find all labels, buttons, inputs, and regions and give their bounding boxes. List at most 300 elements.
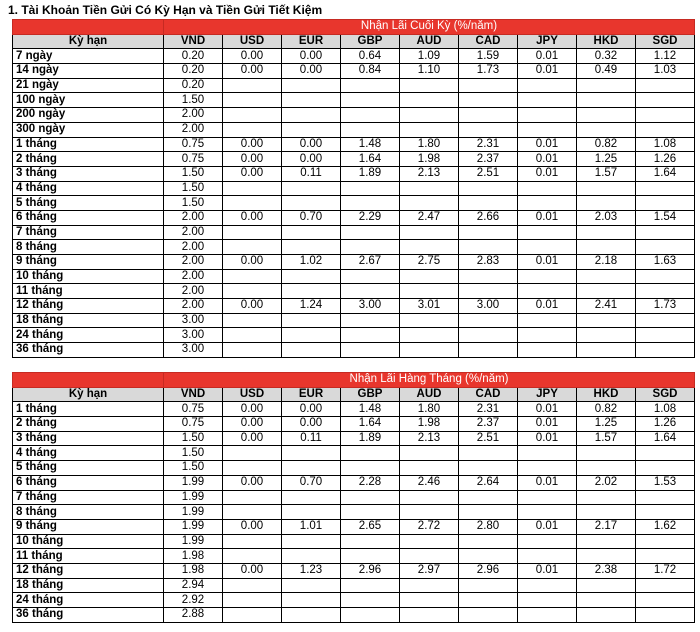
rate-cell: 0.70 — [282, 210, 341, 225]
rate-cell — [400, 93, 459, 108]
rate-cell: 2.94 — [164, 578, 223, 593]
rate-cell: 1.50 — [164, 93, 223, 108]
rate-cell — [341, 549, 400, 564]
table-row — [13, 593, 695, 608]
rate-cell: 1.24 — [282, 299, 341, 314]
table-row — [13, 49, 695, 64]
table-row — [13, 343, 695, 358]
rate-cell — [282, 93, 341, 108]
table-row — [13, 181, 695, 196]
rate-cell: 1.73 — [459, 64, 518, 79]
rate-cell — [223, 534, 282, 549]
table-row — [13, 490, 695, 505]
rate-cell — [577, 343, 636, 358]
term-cell: 9 tháng — [13, 255, 164, 270]
rate-cell — [577, 608, 636, 623]
rate-cell — [341, 93, 400, 108]
rate-cell: 0.00 — [223, 475, 282, 490]
rate-cell: 1.26 — [636, 152, 695, 167]
rate-cell — [636, 578, 695, 593]
rate-cell — [577, 284, 636, 299]
rate-cell: 1.10 — [400, 64, 459, 79]
rate-cell: 2.18 — [577, 255, 636, 270]
rate-cell — [400, 181, 459, 196]
rate-cell: 0.00 — [223, 255, 282, 270]
rate-cell — [636, 122, 695, 137]
rate-cell: 0.75 — [164, 152, 223, 167]
rate-cell — [459, 78, 518, 93]
rate-cell: 1.50 — [164, 181, 223, 196]
table-row — [13, 417, 695, 432]
rate-cell: 1.99 — [164, 475, 223, 490]
rate-cell: 1.09 — [400, 49, 459, 64]
rate-cell: 0.70 — [282, 475, 341, 490]
rate-cell: 0.75 — [164, 137, 223, 152]
rate-cell — [282, 534, 341, 549]
table-row — [13, 225, 695, 240]
rate-cell — [577, 122, 636, 137]
rate-cell — [459, 181, 518, 196]
rate-cell: 1.89 — [341, 166, 400, 181]
table-row — [13, 431, 695, 446]
table-row — [13, 563, 695, 578]
rate-cell: 1.89 — [341, 431, 400, 446]
term-cell: 3 tháng — [13, 431, 164, 446]
rate-cell — [341, 578, 400, 593]
rate-cell: 1.80 — [400, 402, 459, 417]
rate-cell: 0.75 — [164, 417, 223, 432]
rate-cell: 0.20 — [164, 49, 223, 64]
rate-cell — [400, 490, 459, 505]
rate-cell: 2.31 — [459, 137, 518, 152]
rate-cell: 0.01 — [518, 152, 577, 167]
term-cell: 1 tháng — [13, 402, 164, 417]
table-row — [13, 152, 695, 167]
rate-cell — [459, 446, 518, 461]
term-cell: 7 tháng — [13, 490, 164, 505]
rate-cell — [636, 343, 695, 358]
rate-cell — [518, 578, 577, 593]
rate-cell: 0.01 — [518, 417, 577, 432]
table-row — [13, 328, 695, 343]
rate-cell: 1.57 — [577, 166, 636, 181]
table-row — [13, 446, 695, 461]
rate-cell: 0.01 — [518, 563, 577, 578]
term-cell: 10 tháng — [13, 269, 164, 284]
rate-cell — [282, 269, 341, 284]
rate-cell — [223, 122, 282, 137]
term-cell: 9 tháng — [13, 519, 164, 534]
rate-cell — [518, 608, 577, 623]
table-title: Nhận Lãi Hàng Tháng (%/năm) — [164, 373, 695, 388]
rate-cell: 2.02 — [577, 475, 636, 490]
rate-cell — [459, 593, 518, 608]
rate-cell: 0.00 — [223, 210, 282, 225]
rate-cell: 3.00 — [341, 299, 400, 314]
rate-cell — [341, 269, 400, 284]
rate-cell — [459, 93, 518, 108]
term-cell: 14 ngày — [13, 64, 164, 79]
rate-cell — [518, 240, 577, 255]
rate-cell — [518, 343, 577, 358]
rate-cell: 1.50 — [164, 196, 223, 211]
rate-cell: 1.62 — [636, 519, 695, 534]
rate-cell — [223, 578, 282, 593]
rate-cell: 0.01 — [518, 64, 577, 79]
rate-cell: 1.99 — [164, 490, 223, 505]
column-header: AUD — [400, 387, 459, 402]
rate-cell — [223, 284, 282, 299]
rate-cell: 0.01 — [518, 519, 577, 534]
rate-cell — [223, 593, 282, 608]
rate-cell — [223, 313, 282, 328]
rate-cell — [577, 181, 636, 196]
term-cell: 2 tháng — [13, 152, 164, 167]
rate-cell: 1.54 — [636, 210, 695, 225]
rate-cell — [459, 608, 518, 623]
rate-cell: 2.00 — [164, 255, 223, 270]
rate-cell — [636, 505, 695, 520]
rate-cell — [518, 93, 577, 108]
rate-cell — [400, 608, 459, 623]
rate-cell — [518, 534, 577, 549]
rate-cell — [636, 93, 695, 108]
rate-cell: 2.96 — [341, 563, 400, 578]
rate-cell: 0.00 — [282, 402, 341, 417]
rate-cell: 1.99 — [164, 534, 223, 549]
rate-cell — [518, 593, 577, 608]
rate-cell — [282, 240, 341, 255]
rate-cell — [459, 328, 518, 343]
rate-cell — [459, 284, 518, 299]
rates-table-monthly — [12, 372, 695, 623]
rate-cell — [223, 108, 282, 123]
rate-cell — [459, 578, 518, 593]
rate-cell — [282, 225, 341, 240]
rate-cell — [577, 269, 636, 284]
table-row — [13, 108, 695, 123]
rate-cell: 0.00 — [223, 563, 282, 578]
rate-cell: 1.99 — [164, 519, 223, 534]
rate-cell — [459, 122, 518, 137]
rate-cell: 0.00 — [223, 64, 282, 79]
term-cell: 300 ngày — [13, 122, 164, 137]
rate-cell — [518, 313, 577, 328]
table-row — [13, 64, 695, 79]
rate-cell — [459, 108, 518, 123]
rate-cell — [282, 505, 341, 520]
rate-cell — [282, 108, 341, 123]
rate-cell — [518, 284, 577, 299]
rate-cell: 2.64 — [459, 475, 518, 490]
column-header: AUD — [400, 34, 459, 49]
rate-cell — [282, 490, 341, 505]
rate-cell — [577, 78, 636, 93]
rate-cell — [400, 225, 459, 240]
rate-cell — [341, 593, 400, 608]
rate-cell — [282, 78, 341, 93]
rate-cell — [577, 108, 636, 123]
table-row — [13, 299, 695, 314]
rate-cell — [400, 593, 459, 608]
rate-cell — [341, 313, 400, 328]
rate-cell: 0.00 — [223, 49, 282, 64]
rate-cell — [341, 240, 400, 255]
rate-cell — [223, 343, 282, 358]
rate-cell: 2.00 — [164, 240, 223, 255]
rate-cell — [223, 240, 282, 255]
term-cell: 7 ngày — [13, 49, 164, 64]
rate-cell: 2.29 — [341, 210, 400, 225]
rate-cell — [518, 505, 577, 520]
rate-cell: 0.32 — [577, 49, 636, 64]
rate-cell — [518, 78, 577, 93]
rate-cell — [577, 549, 636, 564]
rate-cell: 0.01 — [518, 299, 577, 314]
rate-cell: 1.50 — [164, 431, 223, 446]
rate-cell — [518, 196, 577, 211]
table-title-row — [13, 20, 695, 35]
rate-cell: 0.01 — [518, 49, 577, 64]
rate-cell — [459, 343, 518, 358]
term-cell: 24 tháng — [13, 328, 164, 343]
rate-cell — [282, 446, 341, 461]
rate-cell: 1.98 — [164, 549, 223, 564]
rate-cell — [223, 93, 282, 108]
rate-cell — [636, 490, 695, 505]
rate-cell — [577, 196, 636, 211]
rate-cell — [282, 284, 341, 299]
column-header: HKD — [577, 34, 636, 49]
rate-cell — [282, 181, 341, 196]
rate-cell — [341, 108, 400, 123]
rate-cell — [282, 343, 341, 358]
rate-cell: 2.00 — [164, 210, 223, 225]
rate-cell — [341, 534, 400, 549]
rate-cell — [400, 108, 459, 123]
rate-cell: 1.08 — [636, 402, 695, 417]
term-cell: 36 tháng — [13, 608, 164, 623]
rate-cell: 0.00 — [282, 137, 341, 152]
rate-cell: 2.65 — [341, 519, 400, 534]
rate-cell — [459, 549, 518, 564]
rate-cell — [577, 593, 636, 608]
rate-cell — [577, 225, 636, 240]
rate-cell — [636, 608, 695, 623]
table-row — [13, 402, 695, 417]
table-row — [13, 196, 695, 211]
column-header: Kỳ hạn — [13, 387, 164, 402]
term-cell: 11 tháng — [13, 549, 164, 564]
rate-cell — [400, 328, 459, 343]
table-row — [13, 608, 695, 623]
rate-cell: 2.66 — [459, 210, 518, 225]
rate-cell — [223, 181, 282, 196]
rate-cell — [282, 578, 341, 593]
rate-cell: 2.13 — [400, 431, 459, 446]
rate-cell: 1.59 — [459, 49, 518, 64]
column-header: SGD — [636, 387, 695, 402]
term-cell: 5 tháng — [13, 461, 164, 476]
rate-cell: 0.00 — [223, 166, 282, 181]
term-cell: 4 tháng — [13, 181, 164, 196]
rate-cell: 0.00 — [282, 49, 341, 64]
rate-cell — [341, 461, 400, 476]
rate-cell — [636, 328, 695, 343]
term-cell: 6 tháng — [13, 475, 164, 490]
rate-cell: 2.88 — [164, 608, 223, 623]
rate-cell — [341, 446, 400, 461]
table-row — [13, 137, 695, 152]
rate-cell: 1.02 — [282, 255, 341, 270]
column-header: GBP — [341, 34, 400, 49]
term-cell: 8 tháng — [13, 505, 164, 520]
rate-cell: 2.13 — [400, 166, 459, 181]
table-row — [13, 166, 695, 181]
rate-cell: 0.20 — [164, 78, 223, 93]
rate-cell — [636, 461, 695, 476]
rate-cell: 0.00 — [282, 417, 341, 432]
rate-cell — [636, 78, 695, 93]
rate-cell: 0.00 — [282, 64, 341, 79]
rate-cell: 2.92 — [164, 593, 223, 608]
rate-cell — [636, 181, 695, 196]
rate-cell: 1.53 — [636, 475, 695, 490]
rate-cell — [459, 505, 518, 520]
rate-cell: 2.80 — [459, 519, 518, 534]
rate-cell: 1.48 — [341, 402, 400, 417]
rate-cell: 2.37 — [459, 417, 518, 432]
term-cell: 6 tháng — [13, 210, 164, 225]
rates-table-end-of-term — [12, 19, 695, 358]
rate-cell — [636, 446, 695, 461]
rate-cell: 0.49 — [577, 64, 636, 79]
rate-cell: 0.01 — [518, 166, 577, 181]
rate-cell — [459, 196, 518, 211]
column-header: HKD — [577, 387, 636, 402]
rate-cell — [282, 328, 341, 343]
rate-cell — [282, 196, 341, 211]
table-row — [13, 210, 695, 225]
rate-cell: 0.82 — [577, 402, 636, 417]
rate-cell — [223, 490, 282, 505]
term-cell: 1 tháng — [13, 137, 164, 152]
rate-cell: 2.96 — [459, 563, 518, 578]
rate-cell: 0.01 — [518, 137, 577, 152]
rate-cell: 2.00 — [164, 225, 223, 240]
rate-cell: 1.98 — [164, 563, 223, 578]
rate-cell: 0.00 — [223, 431, 282, 446]
column-header: JPY — [518, 34, 577, 49]
term-cell: 11 tháng — [13, 284, 164, 299]
table-row — [13, 122, 695, 137]
rate-cell — [577, 328, 636, 343]
table-row — [13, 475, 695, 490]
rate-cell: 1.64 — [341, 417, 400, 432]
term-cell: 18 tháng — [13, 313, 164, 328]
term-cell: 12 tháng — [13, 563, 164, 578]
rate-cell: 1.01 — [282, 519, 341, 534]
rate-cell — [400, 549, 459, 564]
rate-cell — [341, 608, 400, 623]
rate-cell: 1.72 — [636, 563, 695, 578]
rate-cell — [459, 225, 518, 240]
rate-cell — [223, 269, 282, 284]
rate-cell: 0.01 — [518, 475, 577, 490]
rate-cell — [577, 93, 636, 108]
table-body — [13, 49, 695, 357]
rate-cell — [518, 225, 577, 240]
rate-cell — [341, 343, 400, 358]
rate-cell: 2.00 — [164, 269, 223, 284]
rate-cell — [577, 534, 636, 549]
column-header: USD — [223, 34, 282, 49]
rate-cell: 2.51 — [459, 431, 518, 446]
rate-cell — [518, 328, 577, 343]
rate-cell — [518, 490, 577, 505]
rate-cell: 2.00 — [164, 299, 223, 314]
rate-cell — [577, 240, 636, 255]
rate-cell — [341, 225, 400, 240]
table-row — [13, 78, 695, 93]
rate-cell — [400, 284, 459, 299]
rate-cell: 1.64 — [636, 431, 695, 446]
rate-cell — [400, 269, 459, 284]
rate-cell — [223, 225, 282, 240]
rate-cell: 2.00 — [164, 108, 223, 123]
rate-cell — [400, 461, 459, 476]
rate-cell — [282, 313, 341, 328]
table-row — [13, 461, 695, 476]
rate-cell: 2.38 — [577, 563, 636, 578]
term-cell: 36 tháng — [13, 343, 164, 358]
rate-cell: 1.99 — [164, 505, 223, 520]
rate-cell: 0.00 — [223, 299, 282, 314]
rate-cell — [282, 608, 341, 623]
term-cell: 3 tháng — [13, 166, 164, 181]
term-cell: 5 tháng — [13, 196, 164, 211]
rate-cell — [400, 78, 459, 93]
table-body — [13, 402, 695, 622]
rate-cell — [636, 313, 695, 328]
rate-cell — [459, 269, 518, 284]
column-header: USD — [223, 387, 282, 402]
rate-cell — [636, 593, 695, 608]
term-cell: 21 ngày — [13, 78, 164, 93]
table-row — [13, 313, 695, 328]
rate-cell — [223, 549, 282, 564]
rate-cell — [341, 196, 400, 211]
rate-cell — [577, 446, 636, 461]
rate-cell — [518, 181, 577, 196]
table-row — [13, 269, 695, 284]
rate-cell: 0.00 — [282, 152, 341, 167]
rate-cell: 1.50 — [164, 446, 223, 461]
rate-cell — [223, 608, 282, 623]
rate-cell: 3.00 — [164, 343, 223, 358]
rate-cell: 1.12 — [636, 49, 695, 64]
rate-cell: 1.08 — [636, 137, 695, 152]
rate-cell: 2.51 — [459, 166, 518, 181]
rate-cell — [636, 284, 695, 299]
rate-cell: 0.00 — [223, 417, 282, 432]
rate-cell — [459, 461, 518, 476]
rate-cell: 0.01 — [518, 255, 577, 270]
rate-cell — [518, 549, 577, 564]
rate-cell: 1.64 — [341, 152, 400, 167]
rate-cell — [223, 446, 282, 461]
column-header: CAD — [459, 387, 518, 402]
